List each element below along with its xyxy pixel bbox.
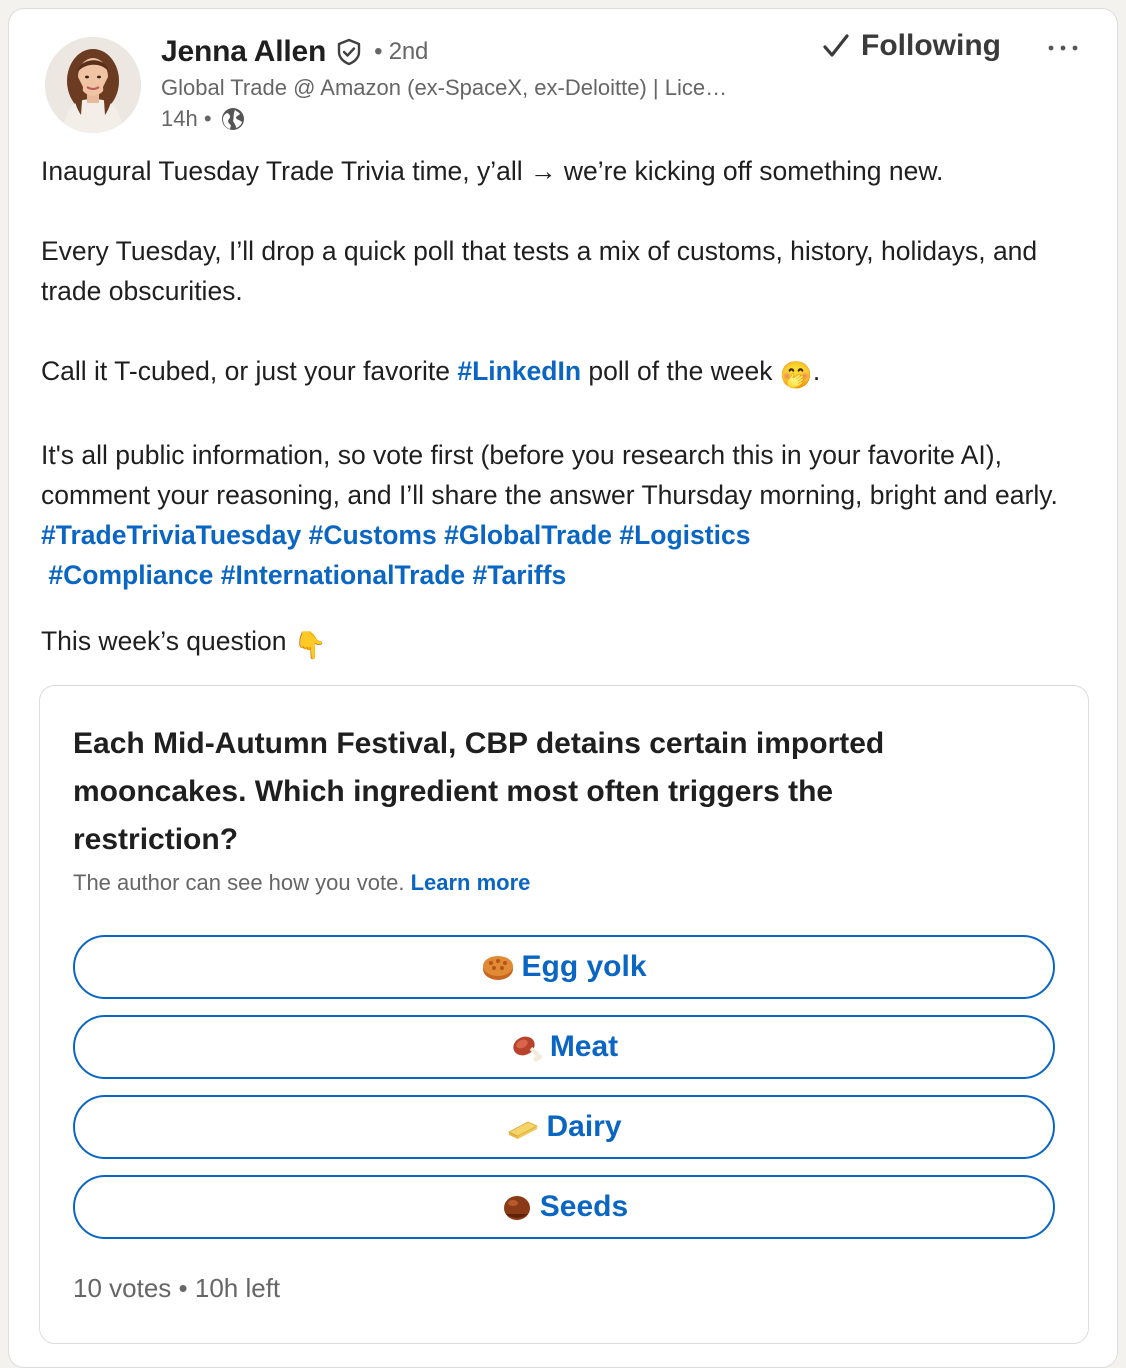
pointing-down-emoji: 👇 bbox=[293, 630, 327, 660]
author-name[interactable] bbox=[161, 35, 428, 69]
poll-option-egg-yolk[interactable] bbox=[73, 935, 1055, 999]
hashtag-link[interactable]: #TradeTriviaTuesday bbox=[41, 520, 302, 550]
avatar-image bbox=[45, 37, 141, 133]
poll-votes: 10 votes bbox=[73, 1273, 172, 1303]
poll-option-dairy[interactable] bbox=[73, 1095, 1055, 1159]
post-meta bbox=[161, 106, 246, 132]
following-button[interactable] bbox=[819, 29, 1001, 63]
poll-option-label[interactable]: Meat bbox=[549, 1030, 619, 1063]
poll-footer bbox=[73, 1273, 280, 1304]
poll-question: Each Mid-Autumn Festival, CBP detains certain imported mooncakes. Which ingredient most often triggers the restriction? bbox=[73, 727, 885, 856]
poll-option-label[interactable]: Dairy bbox=[546, 1110, 622, 1143]
poll-option-label[interactable]: Egg yolk bbox=[521, 950, 647, 983]
post-paragraph: Every Tuesday, I’ll drop a quick poll that tests a mix of customs, history, holidays, and trade obscurities. bbox=[41, 236, 1038, 306]
poll-card bbox=[39, 685, 1089, 1344]
learn-more-link[interactable]: Learn more bbox=[410, 870, 531, 895]
hashtag-link[interactable]: #LinkedIn bbox=[457, 356, 582, 386]
verified-shield-icon bbox=[334, 37, 364, 67]
post-paragraph bbox=[41, 621, 1101, 665]
hashtag-link[interactable]: #Compliance bbox=[48, 560, 214, 590]
avatar[interactable] bbox=[45, 37, 141, 133]
hashtag-link[interactable]: #Tariffs bbox=[472, 560, 567, 590]
poll-option-label[interactable]: Seeds bbox=[539, 1190, 629, 1223]
poll-time-left: 10h left bbox=[194, 1273, 281, 1303]
author-headline: Global Trade @ Amazon (ex-SpaceX, ex-Deloitte) | Lice… bbox=[161, 75, 728, 100]
butter-icon bbox=[506, 1112, 540, 1142]
poll-option-meat[interactable] bbox=[73, 1015, 1055, 1079]
post-body bbox=[41, 151, 1101, 665]
text-span: Call it T-cubed, or just your favorite bbox=[41, 356, 458, 386]
mooncake-icon bbox=[481, 952, 515, 982]
hashtag-link[interactable]: #Customs bbox=[308, 520, 437, 550]
hashtag-link[interactable]: #GlobalTrade bbox=[444, 520, 612, 550]
post-time: 14h • bbox=[161, 106, 212, 131]
post-paragraph bbox=[41, 435, 1101, 595]
separator-dot: • bbox=[178, 1273, 195, 1303]
text-span: poll of the week bbox=[581, 356, 773, 386]
check-icon bbox=[819, 29, 853, 63]
globe-icon bbox=[220, 106, 246, 132]
text-span: This week’s question bbox=[41, 626, 287, 656]
more-icon[interactable] bbox=[1043, 33, 1083, 63]
poll-note bbox=[73, 870, 530, 896]
text-span: It's all public information, so vote first (before you research this in your favorite AI), comment your reasoning, and I’ll share the answer Thursday morning, bright and early. bbox=[41, 440, 1058, 510]
chestnut-icon bbox=[500, 1192, 534, 1222]
poll-option-seeds[interactable] bbox=[73, 1175, 1055, 1239]
connection-degree: • 2nd bbox=[374, 38, 429, 65]
post-card bbox=[8, 8, 1118, 1368]
hashtag-link[interactable]: #InternationalTrade bbox=[220, 560, 466, 590]
post-paragraph: Inaugural Tuesday Trade Trivia time, y’all → we’re kicking off something new. bbox=[41, 156, 944, 186]
following-label[interactable]: Following bbox=[861, 29, 1001, 62]
hashtag-link[interactable]: #Logistics bbox=[619, 520, 751, 550]
poll-note-text: The author can see how you vote. bbox=[73, 870, 405, 895]
meat-icon bbox=[510, 1032, 544, 1062]
hand-over-mouth-emoji: 🤭 bbox=[779, 360, 813, 390]
post-paragraph bbox=[41, 351, 1101, 395]
author-name-text[interactable]: Jenna Allen bbox=[161, 35, 327, 68]
text-span: . bbox=[812, 356, 821, 386]
